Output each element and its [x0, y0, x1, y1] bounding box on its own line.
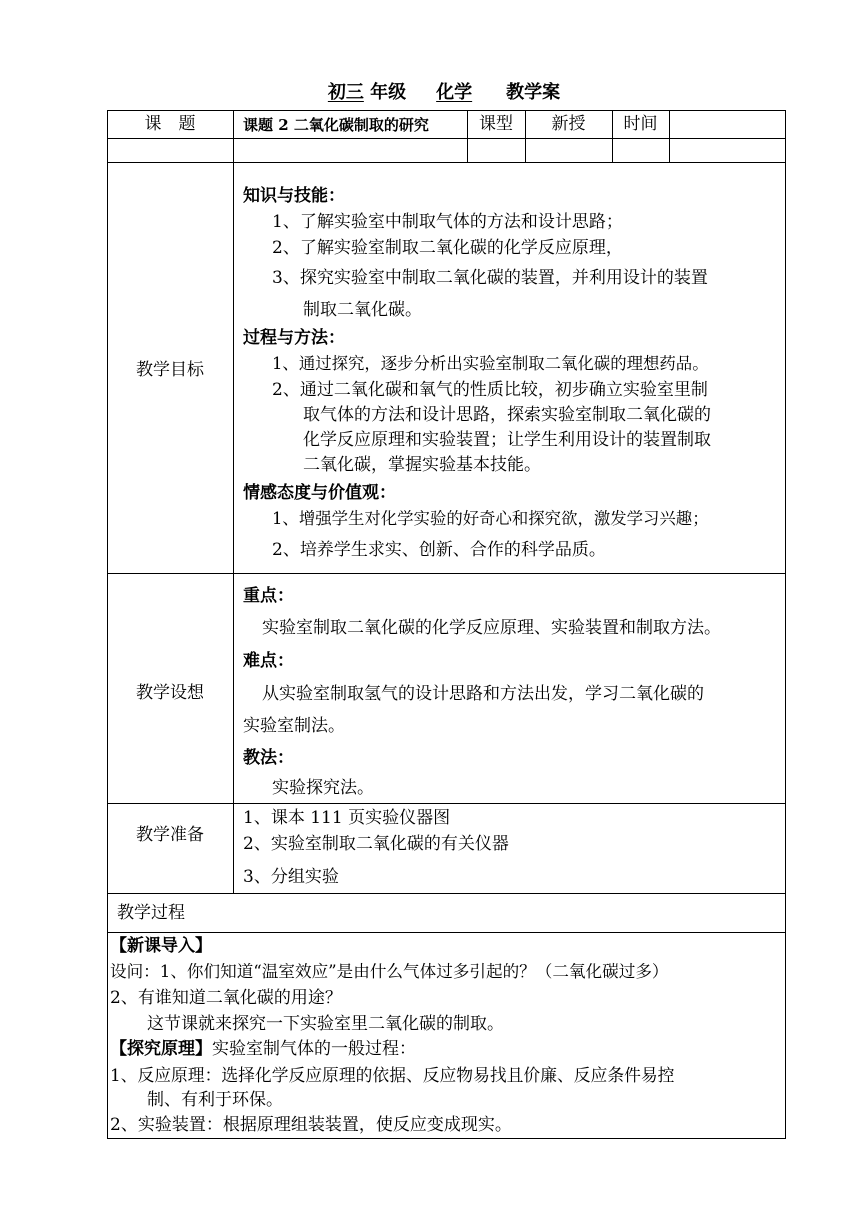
doc-type: 教学案 [506, 82, 561, 103]
key-heading: 重点： [243, 586, 294, 606]
method-text: 实验探究法。 [272, 778, 374, 798]
table-rule [785, 110, 786, 1138]
knowledge-item: 1、了解实验室中制取气体的方法和设计思路； [272, 212, 623, 232]
objectives-label: 教学目标 [136, 360, 204, 380]
time-label: 时间 [623, 114, 658, 134]
intro-question-1: 设问：1、你们知道“温室效应”是由什么气体过多引起的？（二氧化碳过多） [110, 962, 669, 981]
difficulty-text-cont: 实验室制法。 [243, 716, 345, 736]
table-rule [107, 110, 786, 111]
preparation-label: 教学准备 [136, 825, 204, 845]
subject: 化学 [436, 82, 473, 103]
preparation-item: 2、实验室制取二氧化碳的有关仪器 [243, 834, 509, 854]
principle-item-2: 2、实验装置：根据原理组装装置，使反应变成现实。 [110, 1115, 512, 1135]
table-rule [107, 138, 786, 139]
intro-heading: 【新课导入】 [110, 936, 212, 956]
table-rule [107, 803, 786, 804]
process-item-cont: 化学反应原理和实验装置；让学生利用设计的装置制取 [303, 430, 711, 450]
difficulty-heading: 难点： [243, 651, 294, 671]
process-heading: 过程与方法： [243, 328, 345, 348]
emotion-item: 1、增强学生对化学实验的好奇心和探究欲，激发学习兴趣； [272, 509, 709, 528]
process-item: 2、通过二氧化碳和氧气的性质比较，初步确立实验室里制 [272, 380, 708, 400]
table-rule [107, 893, 786, 894]
process-item-cont: 取气体的方法和设计思路，探索实验室制取二氧化碳的 [303, 405, 711, 425]
principle-line [110, 1037, 416, 1061]
topic-value: 课题 2 二氧化碳制取的研究 [243, 116, 429, 134]
method-heading: 教法： [243, 748, 294, 768]
principle-item-1: 1、反应原理：选择化学反应原理的依据、反应物易找且价廉、反应条件易控 [110, 1065, 675, 1085]
process-item: 1、通过探究，逐步分析出实验室制取二氧化碳的理想药品。 [272, 354, 709, 373]
emotion-item: 2、培养学生求实、创新、合作的科学品质。 [272, 540, 606, 560]
table-rule [107, 573, 786, 574]
table-rule [107, 110, 108, 1138]
knowledge-item: 3、探究实验室中制取二氧化碳的装置，并利用设计的装置 [272, 268, 708, 288]
knowledge-heading: 知识与技能： [243, 186, 345, 206]
table-rule [107, 932, 786, 933]
preparation-item: 3、分组实验 [243, 867, 339, 887]
table-rule [107, 162, 786, 163]
design-label: 教学设想 [136, 683, 204, 703]
principle-heading: 【探究原理】 [110, 1039, 212, 1059]
process-label: 教学过程 [117, 903, 185, 923]
knowledge-item-cont: 制取二氧化碳。 [303, 300, 422, 320]
grade-suffix: 年级 [370, 82, 407, 103]
table-rule [669, 110, 670, 162]
intro-transition: 这节课就来探究一下实验室里二氧化碳的制取。 [147, 1014, 504, 1034]
principle-item-1-cont: 制、有利于环保。 [147, 1090, 283, 1110]
process-item-cont: 二氧化碳，掌握实验基本技能。 [303, 455, 541, 475]
table-rule [107, 1138, 786, 1139]
document-title [0, 78, 860, 104]
key-text: 实验室制取二氧化碳的化学反应原理、实验装置和制取方法。 [262, 618, 721, 638]
table-rule [233, 110, 234, 893]
type-value: 新授 [551, 114, 586, 134]
difficulty-text: 从实验室制取氢气的设计思路和方法出发，学习二氧化碳的 [262, 684, 704, 704]
topic-label: 课 题 [144, 114, 196, 134]
principle-intro: 实验室制气体的一般过程： [212, 1039, 416, 1059]
knowledge-item: 2、了解实验室制取二氧化碳的化学反应原理， [272, 238, 623, 258]
grade: 初三 [327, 82, 364, 103]
intro-question-2: 2、有谁知道二氧化碳的用途？ [110, 988, 342, 1008]
type-label: 课型 [479, 114, 513, 134]
emotion-heading: 情感态度与价值观： [243, 483, 396, 503]
preparation-item: 1、课本 111 页实验仪器图 [243, 808, 451, 828]
